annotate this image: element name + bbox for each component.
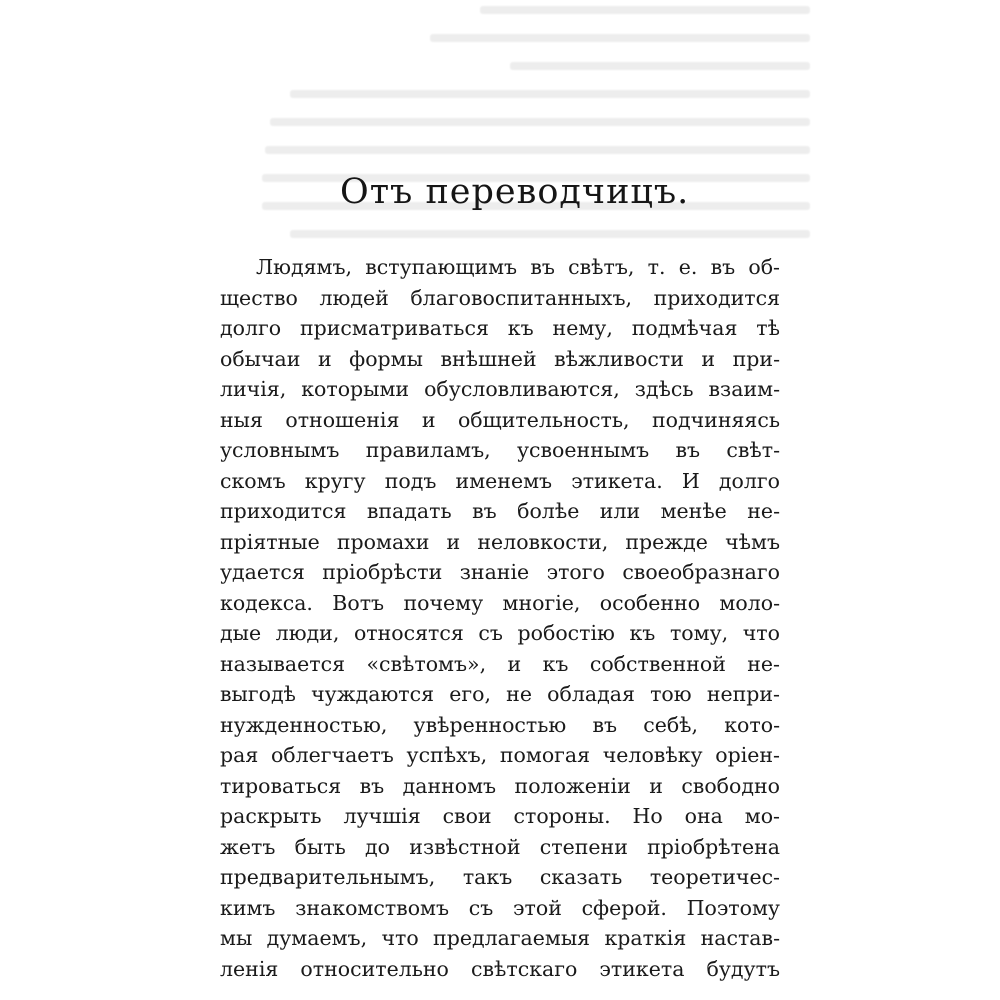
text-line: ныя отношенія и общительность, подчиняясь [220, 407, 780, 432]
text-line: личія, которыми обусловливаются, здѣсь взаим- [220, 377, 780, 401]
text-line: предварительнымъ, такъ сказать теоретичес- [220, 865, 780, 889]
section-heading: Отъ переводчицъ. [340, 172, 690, 212]
text-line: условнымъ правиламъ, усвоеннымъ въ свѣт- [220, 438, 780, 462]
text-line: щество людей благовоспитанныхъ, приходится [220, 285, 780, 310]
text-line: пріятные промахи и неловкости, прежде чѣмъ [220, 529, 780, 554]
text-line: кодекса. Вотъ почему многіе, особенно моло- [220, 590, 780, 615]
text-line: дые люди, относятся съ робостію къ тому, что [220, 621, 780, 645]
text-line: удается пріобрѣсти знаніе этого своеобразнаго [220, 560, 780, 584]
text-line: мы думаемъ, что предлагаемыя краткія настав- [220, 926, 780, 950]
text-line: раскрыть лучшія свои стороны. Но она мо- [220, 804, 780, 828]
text-line: скомъ кругу подъ именемъ этикета. И долго [220, 468, 780, 493]
text-line: Людямъ, вступающимъ въ свѣтъ, т. е. въ об- [256, 255, 780, 279]
text-line: называется «свѣтомъ», и къ собственной не- [220, 651, 780, 676]
text-line: долго присматриваться къ нему, подмѣчая тѣ [220, 316, 780, 340]
text-line: приходится впадать въ болѣе или менѣе не- [220, 499, 780, 523]
text-line: ленія относительно свѣтскаго этикета будутъ [220, 956, 780, 981]
text-line: тироваться въ данномъ положеніи и свободно [220, 773, 780, 798]
text-line: нужденностью, увѣренностью въ себѣ, кото- [220, 712, 780, 737]
text-line: жетъ быть до извѣстной степени пріобрѣтена [220, 834, 780, 859]
text-line: выгодѣ чуждаются его, не обладая тою непри- [220, 682, 780, 706]
text-line: рая облегчаетъ успѣхъ, помогая человѣку оріен- [220, 743, 780, 767]
bleed-through-text [250, 0, 810, 260]
text-line: кимъ знакомствомъ съ этой сферой. Поэтому [220, 895, 780, 920]
text-line: обычаи и формы внѣшней вѣжливости и при- [220, 346, 780, 371]
